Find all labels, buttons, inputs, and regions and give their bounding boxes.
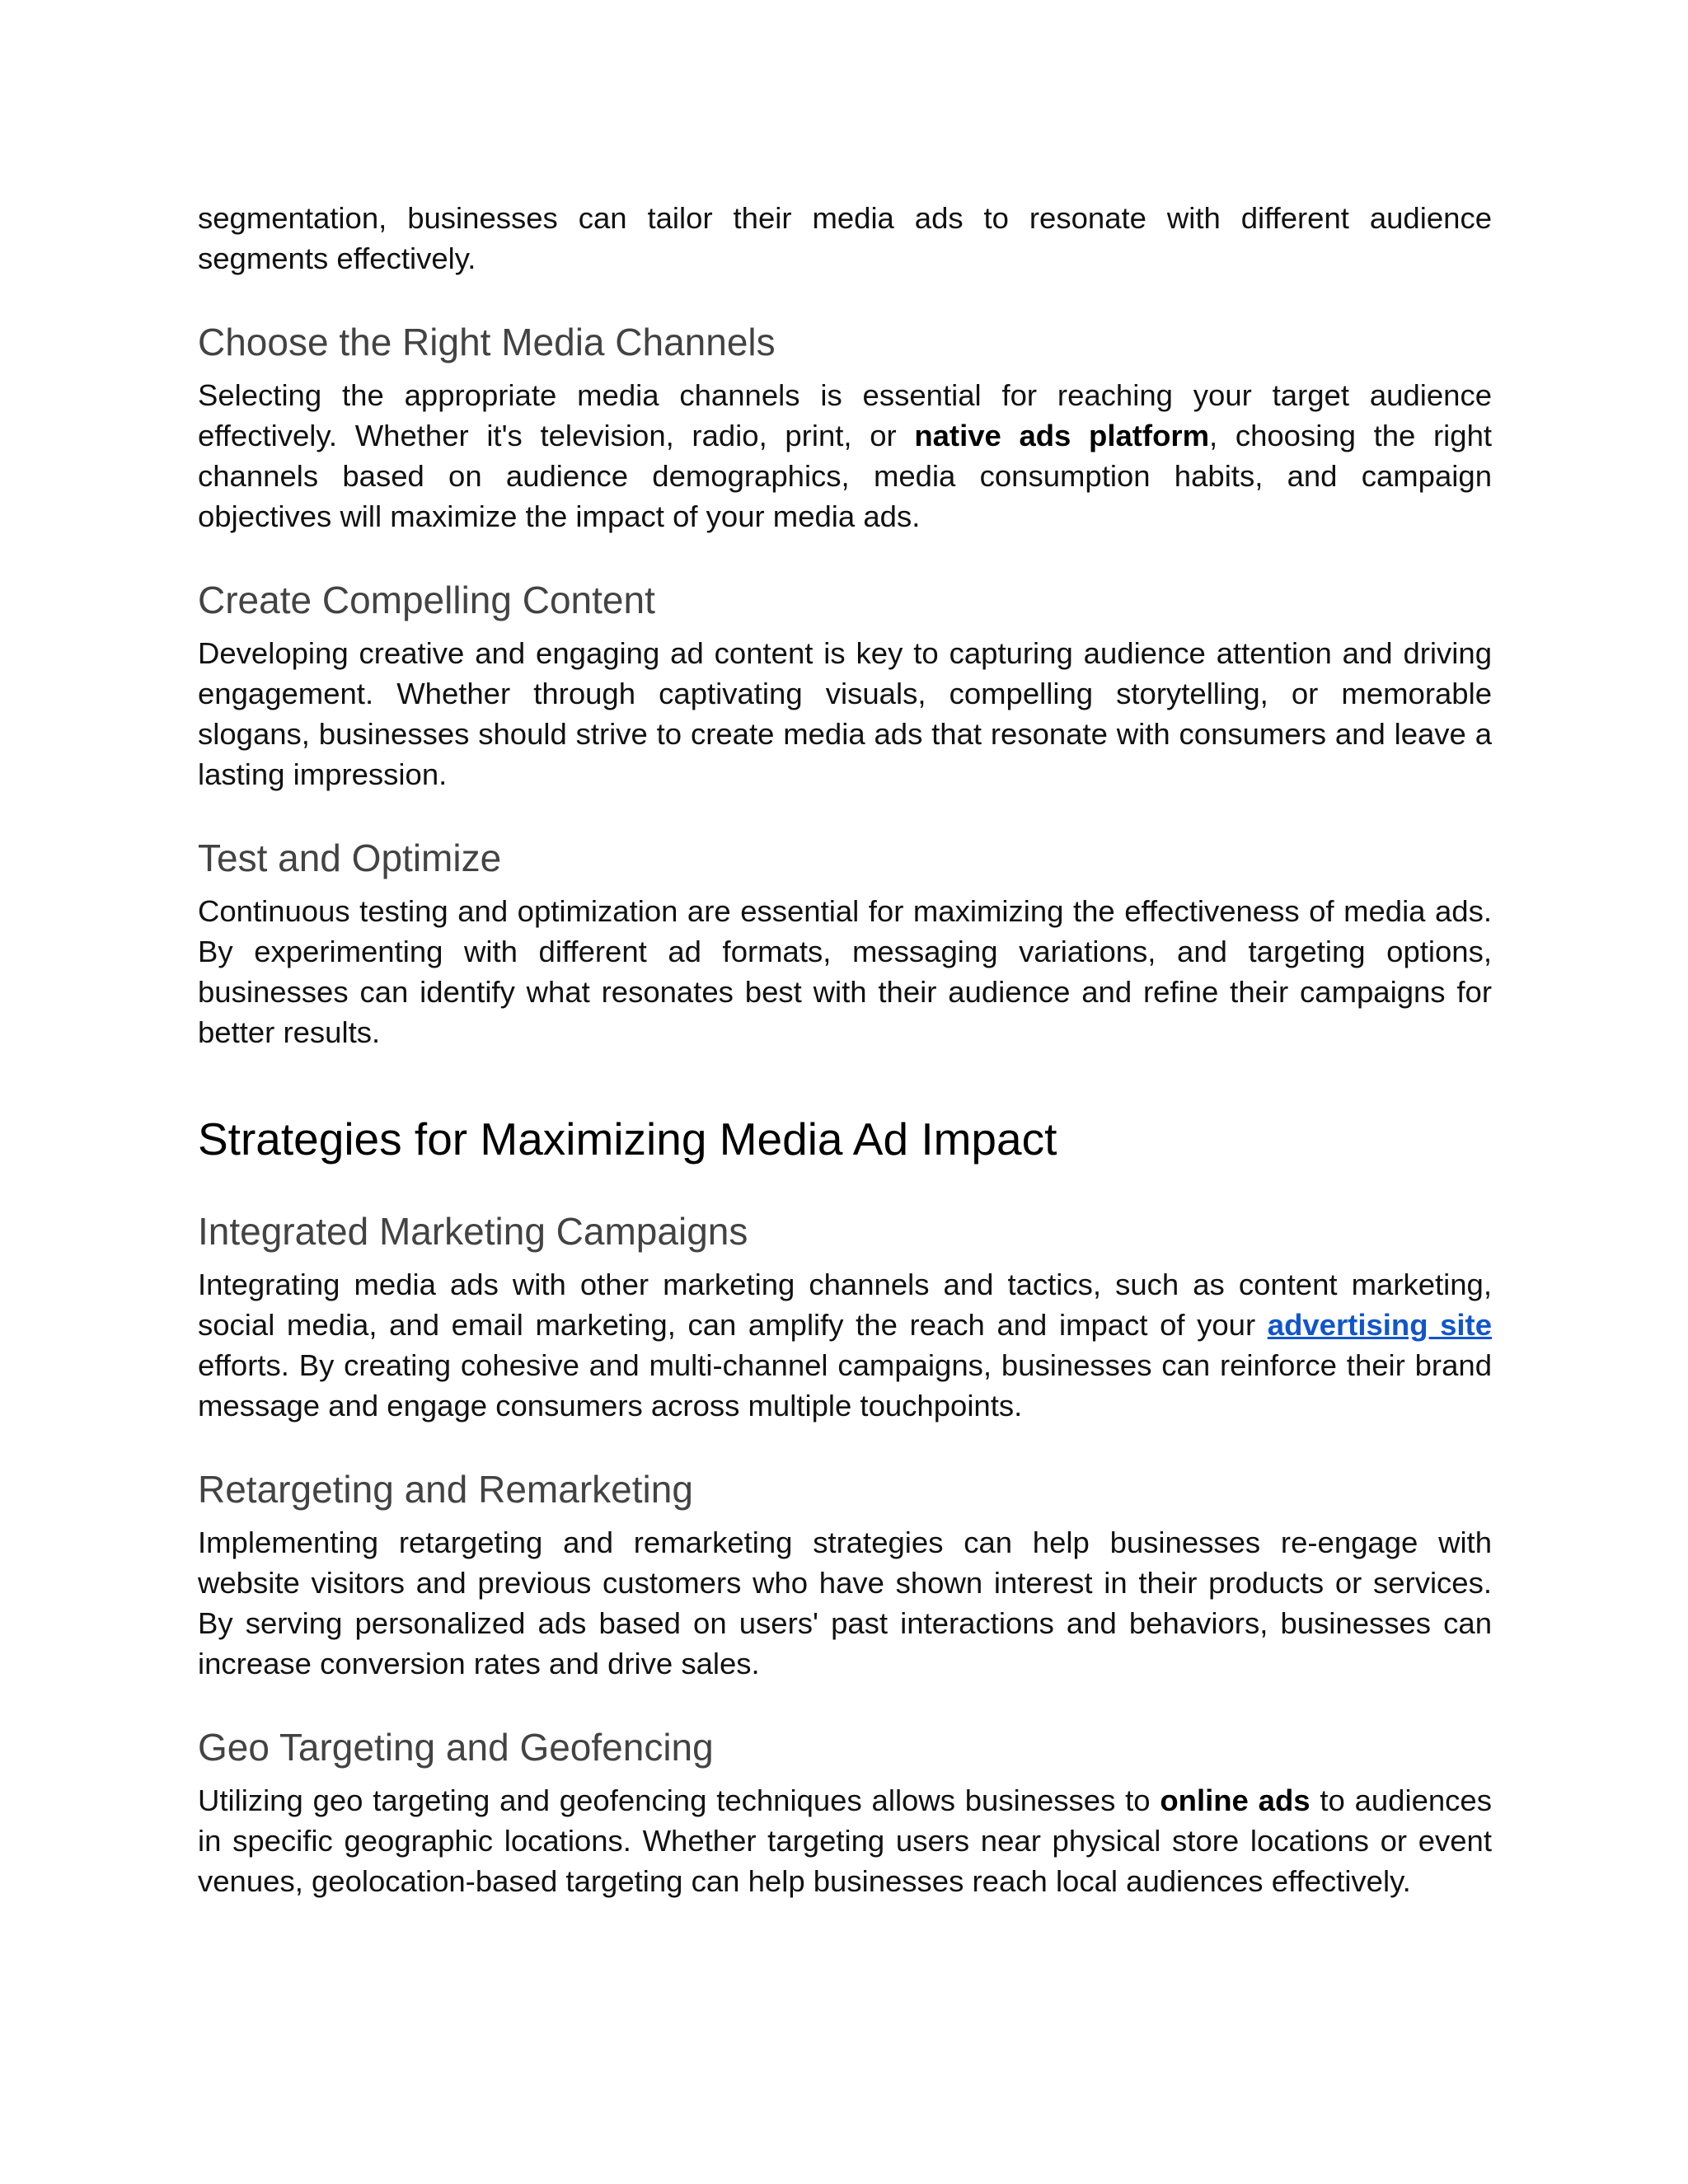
intro-paragraph: segmentation, businesses can tailor their media ads to resonate with different audience segments effectively. bbox=[198, 201, 1492, 275]
bold-term-online-ads: online ads bbox=[1160, 1783, 1311, 1817]
heading-test-and-optimize: Test and Optimize bbox=[198, 837, 502, 879]
paragraph-text: Selecting the appropriate media channels is essential for reaching your target audience effectively. Whether it's television, radio, print, or bbox=[198, 378, 1492, 452]
paragraph-text: Integrating media ads with other marketing channels and tactics, such as content marketing, social media, and email marketing, can amplify the reach and impact of your bbox=[198, 1268, 1492, 1342]
advertising-site-link[interactable]: advertising site bbox=[1267, 1308, 1493, 1342]
heading-choose-media-channels: Choose the Right Media Channels bbox=[198, 321, 776, 363]
paragraph-create-compelling-content: Developing creative and engaging ad content is key to capturing audience attention and driving engagement. Whether through captivating visuals, compelling storytelling, or memorable slogans, businesses should strive to create media ads that resonate with consumers and leave a lasting impression. bbox=[198, 636, 1492, 791]
bold-term-native-ads-platform: native ads platform bbox=[914, 419, 1210, 452]
document-page bbox=[198, 198, 1492, 1901]
paragraph-text: , choosing the right channels based on audience demographics, media consumption habits, and campaign objectives will maximize the impact of your media ads. bbox=[198, 419, 1493, 533]
section-title-strategies: Strategies for Maximizing Media Ad Impact bbox=[198, 1113, 1057, 1165]
heading-geo-targeting: Geo Targeting and Geofencing bbox=[198, 1726, 714, 1769]
paragraph-geo-targeting bbox=[198, 1780, 1492, 1901]
paragraph-choose-media-channels bbox=[198, 375, 1492, 537]
paragraph-integrated-marketing bbox=[198, 1264, 1492, 1426]
heading-create-compelling-content: Create Compelling Content bbox=[198, 579, 655, 621]
heading-retargeting-remarketing: Retargeting and Remarketing bbox=[198, 1468, 693, 1511]
paragraph-text: to audiences in specific geographic locations. Whether targeting users near physical store locations or event venues, geolocation-based targeting can help businesses reach local audiences effectively. bbox=[198, 1783, 1492, 1898]
paragraph-text: Utilizing geo targeting and geofencing techniques allows businesses to bbox=[198, 1783, 1160, 1817]
paragraph-test-and-optimize: Continuous testing and optimization are essential for maximizing the effectiveness of media ads. By experimenting with different ad formats, messaging variations, and targeting options, businesses can identify what resonates best with their audience and refine their campaigns for better results. bbox=[198, 894, 1492, 1049]
paragraph-retargeting-remarketing: Implementing retargeting and remarketing strategies can help businesses re-engage with website visitors and previous customers who have shown interest in their products or services. By serving personalized ads based on users' past interactions and behaviors, businesses can increase conversion rates and drive sales. bbox=[198, 1526, 1492, 1680]
heading-integrated-marketing: Integrated Marketing Campaigns bbox=[198, 1210, 748, 1253]
paragraph-text: efforts. By creating cohesive and multi-channel campaigns, businesses can reinforce their brand message and engage consumers across multiple touchpoints. bbox=[198, 1348, 1492, 1422]
